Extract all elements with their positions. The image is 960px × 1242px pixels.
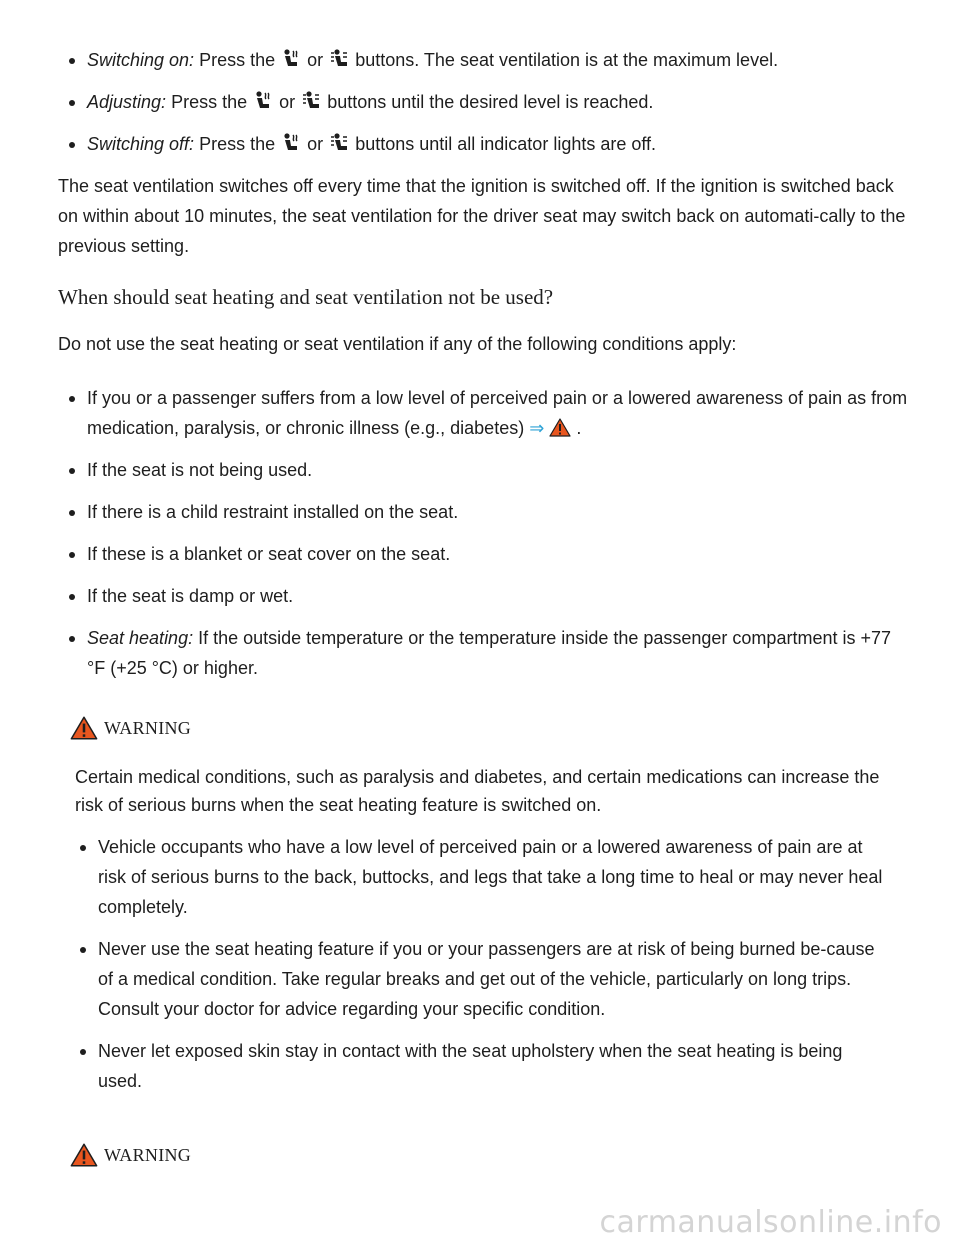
section-heading: When should seat heating and seat ventilation not be used? xyxy=(58,285,554,309)
warning-heading xyxy=(70,1140,191,1170)
seat-heat-button-icon xyxy=(282,49,300,69)
step-lead: Switching off: xyxy=(87,134,195,154)
seat-ventilation-button-icon xyxy=(330,49,348,69)
list-item: If the seat is not being used. xyxy=(0,455,960,485)
warning-reference-link[interactable]: ⇒ xyxy=(529,418,545,438)
step-lead: Adjusting: xyxy=(87,92,167,112)
watermark: carmanualsonline.info xyxy=(599,1205,942,1240)
list-item: If the seat is damp or wet. xyxy=(0,581,960,611)
list-item: If there is a child restraint installed on the seat. xyxy=(0,497,960,527)
condition-lead: Seat heating: xyxy=(87,628,194,648)
list-item: If you or a passenger suffers from a low level of perceived pain or a lowered awareness of pain as from medication, paralysis, or chronic illness (e.g., diabetes) ⇒ . xyxy=(0,383,960,443)
warning-label: WARNING xyxy=(104,1144,192,1165)
list-item: Switching off: Press the or buttons until all indicator lights are off. xyxy=(0,129,960,159)
list-item: Seat heating: If the outside temperature or the temperature inside the passenger compartment is +77 °F (+25 °C) or higher. xyxy=(0,623,960,683)
seat-ventilation-button-icon xyxy=(330,133,348,153)
warning-heading xyxy=(70,713,191,743)
seat-heat-button-icon xyxy=(254,91,272,111)
list-item: Vehicle occupants who have a low level of perceived pain or a lowered awareness of pain are at risk of serious burns to the back, buttocks, and legs that take a long time to heal or may never heal completely. xyxy=(0,832,960,922)
warning-triangle-icon xyxy=(70,1143,98,1167)
warning-text: Certain medical conditions, such as paralysis and diabetes, and certain medications can increase the risk of serious burns when the seat heating feature is switched on. xyxy=(75,767,880,815)
list-item: Never let exposed skin stay in contact with the seat upholstery when the seat heating is being used. xyxy=(0,1036,960,1096)
list-item: Never use the seat heating feature if you or your passengers are at risk of being burned be-cause of a medical condition. Take regular breaks and get out of the vehicle, particularly on long trips. Consult your doctor for advice regarding your specific condition. xyxy=(0,934,960,1024)
list-item: If these is a blanket or seat cover on the seat. xyxy=(0,539,960,569)
ventilation-note: The seat ventilation switches off every time that the ignition is switched off. If the ignition is switched back on within about 10 minutes, the seat ventilation for the driver seat may switch back on automati-cally to the previous setting. xyxy=(58,176,906,256)
seat-ventilation-button-icon xyxy=(302,91,320,111)
step-lead: Switching on: xyxy=(87,50,195,70)
list-item: Switching on: Press the or buttons. The seat ventilation is at the maximum level. xyxy=(0,45,960,75)
control-steps-list xyxy=(0,45,960,159)
warning-label: WARNING xyxy=(104,717,192,738)
conditions-list xyxy=(0,383,960,683)
seat-heat-button-icon xyxy=(282,133,300,153)
warning-triangle-icon xyxy=(549,418,571,437)
list-item: Adjusting: Press the or buttons until the desired level is reached. xyxy=(0,87,960,117)
warning-triangle-icon xyxy=(70,716,98,740)
section-intro: Do not use the seat heating or seat ventilation if any of the following conditions apply: xyxy=(58,334,737,354)
warning-bullets xyxy=(0,832,960,1096)
